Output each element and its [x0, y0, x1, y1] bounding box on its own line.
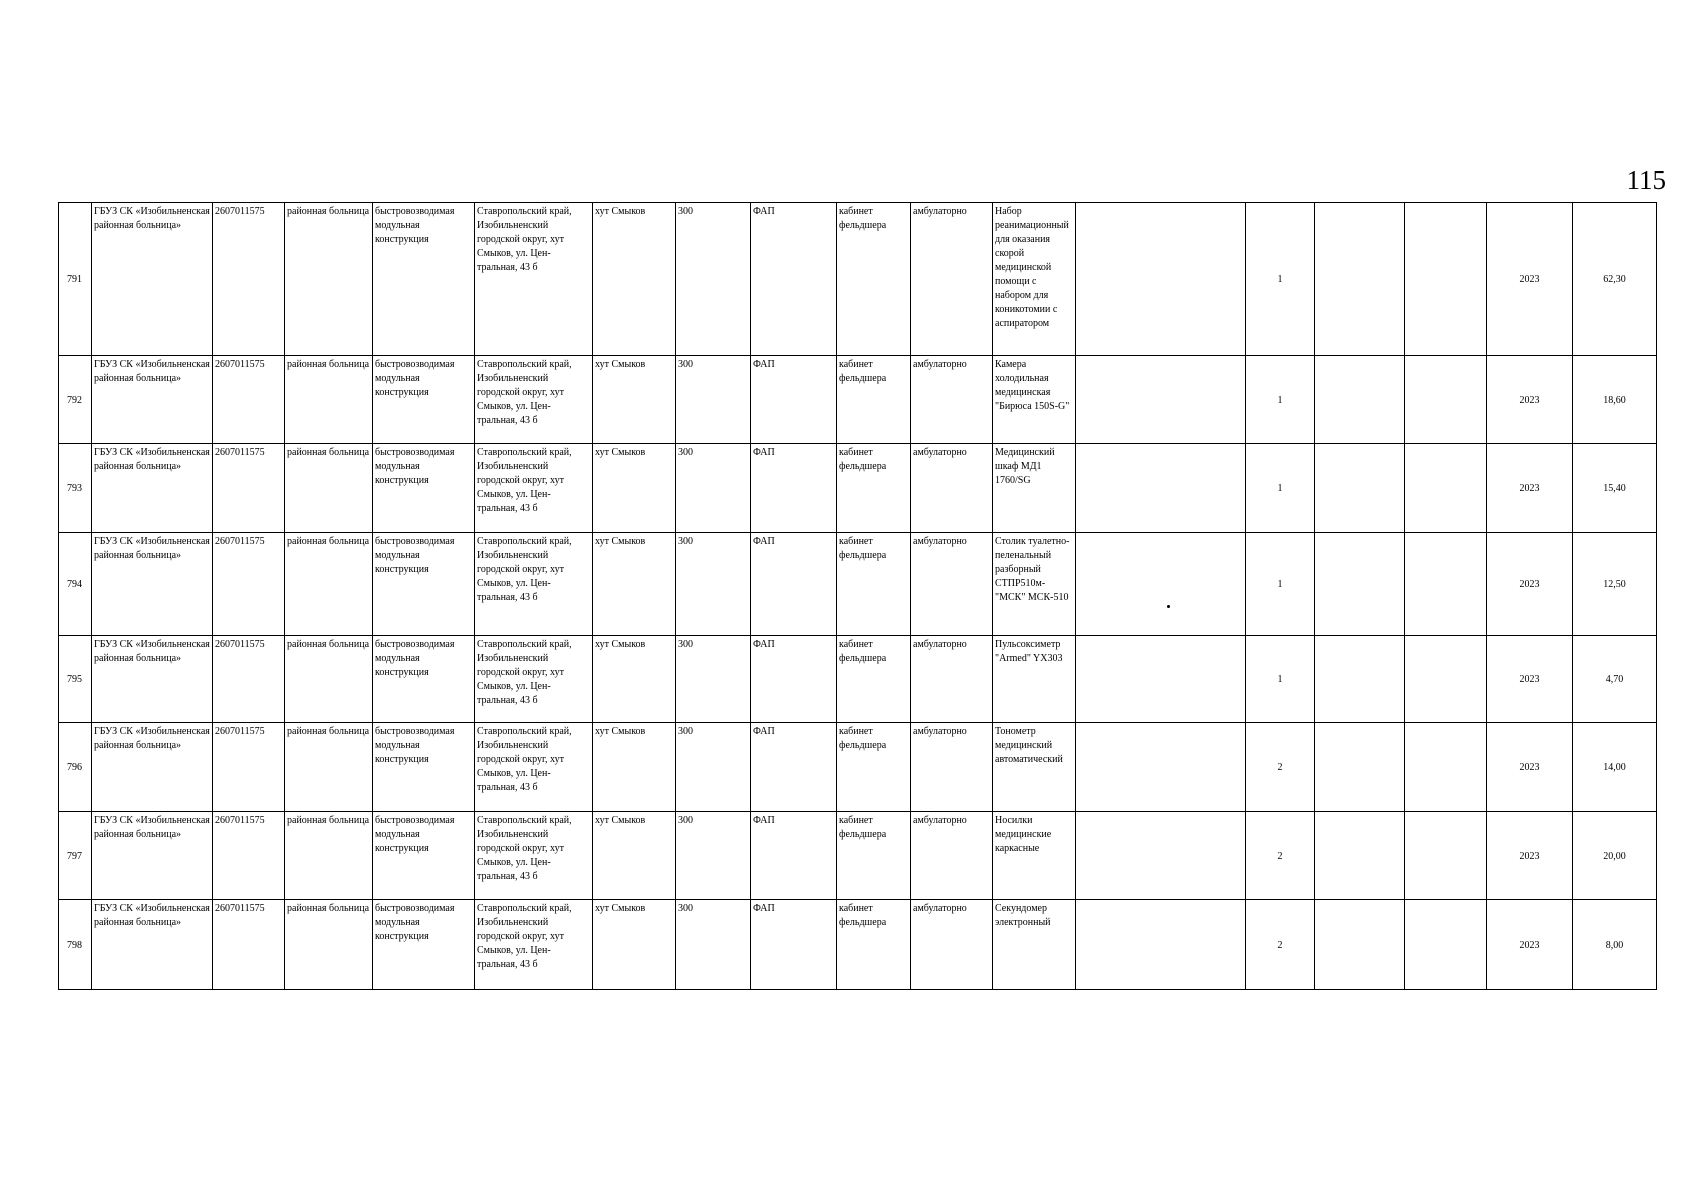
page-number: 115	[1626, 165, 1666, 195]
settlement-cell: хут Смыков	[593, 900, 676, 990]
row-number: 795	[59, 636, 92, 723]
address-cell: Ставропольский край, Изобильненский городской округ, хут Смыков, ул. Цен-тральная, 43 б	[475, 444, 593, 533]
institution-type-cell: районная больница	[285, 812, 373, 900]
quantity-cell: 2	[1246, 900, 1315, 990]
address-cell: Ставропольский край, Изобильненский городской округ, хут Смыков, ул. Цен-тральная, 43 б	[475, 812, 593, 900]
population-cell: 300	[676, 533, 751, 636]
table-row	[59, 636, 1657, 723]
empty-cell	[1315, 723, 1405, 812]
room-cell: кабинет фельдшера	[837, 356, 911, 444]
address-cell: Ставропольский край, Изобильненский городской округ, хут Смыков, ул. Цен-тральная, 43 б	[475, 900, 593, 990]
empty-cell	[1315, 812, 1405, 900]
settlement-cell: хут Смыков	[593, 812, 676, 900]
equipment-cell: Секундомер электронный	[993, 900, 1076, 990]
building-type-cell: быстровозводимая модульная конструкция	[373, 900, 475, 990]
equipment-cell: Медицинский шкаф МД1 1760/SG	[993, 444, 1076, 533]
cost-cell: 18,60	[1573, 356, 1657, 444]
address-cell: Ставропольский край, Изобильненский городской округ, хут Смыков, ул. Цен-тральная, 43 б	[475, 356, 593, 444]
quantity-cell: 1	[1246, 356, 1315, 444]
empty-cell	[1315, 533, 1405, 636]
address-cell: Ставропольский край, Изобильненский городской округ, хут Смыков, ул. Цен-тральная, 43 б	[475, 203, 593, 356]
inn-cell: 2607011575	[213, 636, 285, 723]
cost-cell: 12,50	[1573, 533, 1657, 636]
year-cell: 2023	[1487, 356, 1573, 444]
year-cell: 2023	[1487, 636, 1573, 723]
inn-cell: 2607011575	[213, 444, 285, 533]
empty-cell	[1405, 636, 1487, 723]
quantity-cell: 1	[1246, 203, 1315, 356]
empty-cell	[1315, 444, 1405, 533]
care-mode-cell: амбулаторно	[911, 900, 993, 990]
institution-type-cell: районная больница	[285, 356, 373, 444]
table-row	[59, 203, 1657, 356]
building-type-cell: быстровозводимая модульная конструкция	[373, 723, 475, 812]
unit-cell: ФАП	[751, 812, 837, 900]
unit-cell: ФАП	[751, 533, 837, 636]
population-cell: 300	[676, 636, 751, 723]
row-number: 794	[59, 533, 92, 636]
equipment-cell: Камера холодильная медицинская "Бирюса 150S-G"	[993, 356, 1076, 444]
quantity-cell: 1	[1246, 444, 1315, 533]
cost-cell: 8,00	[1573, 900, 1657, 990]
institution-type-cell: районная больница	[285, 636, 373, 723]
empty-cell	[1315, 356, 1405, 444]
room-cell: кабинет фельдшера	[837, 533, 911, 636]
settlement-cell: хут Смыков	[593, 533, 676, 636]
care-mode-cell: амбулаторно	[911, 812, 993, 900]
empty-cell	[1315, 636, 1405, 723]
year-cell: 2023	[1487, 900, 1573, 990]
table-row	[59, 356, 1657, 444]
population-cell: 300	[676, 203, 751, 356]
inn-cell: 2607011575	[213, 812, 285, 900]
equipment-cell: Пульсоксиметр "Armed" YX303	[993, 636, 1076, 723]
room-cell: кабинет фельдшера	[837, 203, 911, 356]
institution-type-cell: районная больница	[285, 533, 373, 636]
empty-cell	[1405, 900, 1487, 990]
population-cell: 300	[676, 812, 751, 900]
care-mode-cell: амбулаторно	[911, 203, 993, 356]
inn-cell: 2607011575	[213, 900, 285, 990]
inn-cell: 2607011575	[213, 533, 285, 636]
building-type-cell: быстровозводимая модульная конструкция	[373, 203, 475, 356]
organization-cell: ГБУЗ СК «Изобильненская районная больница»	[92, 444, 213, 533]
care-mode-cell: амбулаторно	[911, 444, 993, 533]
quantity-cell: 2	[1246, 723, 1315, 812]
empty-cell	[1405, 356, 1487, 444]
population-cell: 300	[676, 356, 751, 444]
settlement-cell: хут Смыков	[593, 203, 676, 356]
organization-cell: ГБУЗ СК «Изобильненская районная больница»	[92, 356, 213, 444]
year-cell: 2023	[1487, 444, 1573, 533]
empty-cell	[1315, 203, 1405, 356]
organization-cell: ГБУЗ СК «Изобильненская районная больница»	[92, 900, 213, 990]
care-mode-cell: амбулаторно	[911, 356, 993, 444]
organization-cell: ГБУЗ СК «Изобильненская районная больница»	[92, 812, 213, 900]
table-row	[59, 812, 1657, 900]
equipment-table	[58, 202, 1657, 990]
inn-cell: 2607011575	[213, 356, 285, 444]
empty-cell	[1076, 723, 1246, 812]
unit-cell: ФАП	[751, 900, 837, 990]
care-mode-cell: амбулаторно	[911, 533, 993, 636]
room-cell: кабинет фельдшера	[837, 723, 911, 812]
cost-cell: 4,70	[1573, 636, 1657, 723]
table-row	[59, 723, 1657, 812]
empty-cell	[1076, 812, 1246, 900]
year-cell: 2023	[1487, 812, 1573, 900]
empty-cell	[1405, 533, 1487, 636]
room-cell: кабинет фельдшера	[837, 636, 911, 723]
empty-cell	[1315, 900, 1405, 990]
organization-cell: ГБУЗ СК «Изобильненская районная больница»	[92, 203, 213, 356]
empty-cell	[1405, 723, 1487, 812]
equipment-cell: Тонометр медицинский автоматический	[993, 723, 1076, 812]
settlement-cell: хут Смыков	[593, 723, 676, 812]
room-cell: кабинет фельдшера	[837, 900, 911, 990]
room-cell: кабинет фельдшера	[837, 444, 911, 533]
row-number: 792	[59, 356, 92, 444]
row-number: 796	[59, 723, 92, 812]
unit-cell: ФАП	[751, 636, 837, 723]
building-type-cell: быстровозводимая модульная конструкция	[373, 356, 475, 444]
year-cell: 2023	[1487, 723, 1573, 812]
table-row	[59, 533, 1657, 636]
row-number: 797	[59, 812, 92, 900]
population-cell: 300	[676, 900, 751, 990]
empty-cell	[1076, 356, 1246, 444]
equipment-cell: Набор реанимационный для оказания скорой медицинской помощи с набором для коникотомии с аспиратором	[993, 203, 1076, 356]
cost-cell: 14,00	[1573, 723, 1657, 812]
unit-cell: ФАП	[751, 203, 837, 356]
empty-cell	[1405, 203, 1487, 356]
inn-cell: 2607011575	[213, 723, 285, 812]
empty-cell	[1405, 812, 1487, 900]
cost-cell: 20,00	[1573, 812, 1657, 900]
empty-cell	[1076, 203, 1246, 356]
organization-cell: ГБУЗ СК «Изобильненская районная больница»	[92, 636, 213, 723]
settlement-cell: хут Смыков	[593, 636, 676, 723]
institution-type-cell: районная больница	[285, 203, 373, 356]
organization-cell: ГБУЗ СК «Изобильненская районная больница»	[92, 723, 213, 812]
address-cell: Ставропольский край, Изобильненский городской округ, хут Смыков, ул. Цен-тральная, 43 б	[475, 723, 593, 812]
unit-cell: ФАП	[751, 444, 837, 533]
equipment-cell: Носилки медицинские каркасные	[993, 812, 1076, 900]
population-cell: 300	[676, 723, 751, 812]
settlement-cell: хут Смыков	[593, 444, 676, 533]
empty-cell	[1076, 533, 1246, 636]
population-cell: 300	[676, 444, 751, 533]
cost-cell: 15,40	[1573, 444, 1657, 533]
row-number: 793	[59, 444, 92, 533]
empty-cell	[1076, 900, 1246, 990]
year-cell: 2023	[1487, 533, 1573, 636]
room-cell: кабинет фельдшера	[837, 812, 911, 900]
building-type-cell: быстровозводимая модульная конструкция	[373, 636, 475, 723]
inn-cell: 2607011575	[213, 203, 285, 356]
empty-cell	[1076, 636, 1246, 723]
empty-cell	[1405, 444, 1487, 533]
quantity-cell: 2	[1246, 812, 1315, 900]
institution-type-cell: районная больница	[285, 900, 373, 990]
scan-speck	[1167, 605, 1170, 608]
row-number: 798	[59, 900, 92, 990]
equipment-cell: Столик туалетно-пеленальный разборный СТПР510м-"МСК" МСК-510	[993, 533, 1076, 636]
address-cell: Ставропольский край, Изобильненский городской округ, хут Смыков, ул. Цен-тральная, 43 б	[475, 533, 593, 636]
address-cell: Ставропольский край, Изобильненский городской округ, хут Смыков, ул. Цен-тральная, 43 б	[475, 636, 593, 723]
building-type-cell: быстровозводимая модульная конструкция	[373, 444, 475, 533]
unit-cell: ФАП	[751, 723, 837, 812]
care-mode-cell: амбулаторно	[911, 723, 993, 812]
quantity-cell: 1	[1246, 636, 1315, 723]
organization-cell: ГБУЗ СК «Изобильненская районная больница»	[92, 533, 213, 636]
table-row	[59, 900, 1657, 990]
row-number: 791	[59, 203, 92, 356]
institution-type-cell: районная больница	[285, 444, 373, 533]
institution-type-cell: районная больница	[285, 723, 373, 812]
building-type-cell: быстровозводимая модульная конструкция	[373, 533, 475, 636]
building-type-cell: быстровозводимая модульная конструкция	[373, 812, 475, 900]
quantity-cell: 1	[1246, 533, 1315, 636]
empty-cell	[1076, 444, 1246, 533]
year-cell: 2023	[1487, 203, 1573, 356]
unit-cell: ФАП	[751, 356, 837, 444]
table-row	[59, 444, 1657, 533]
cost-cell: 62,30	[1573, 203, 1657, 356]
care-mode-cell: амбулаторно	[911, 636, 993, 723]
settlement-cell: хут Смыков	[593, 356, 676, 444]
